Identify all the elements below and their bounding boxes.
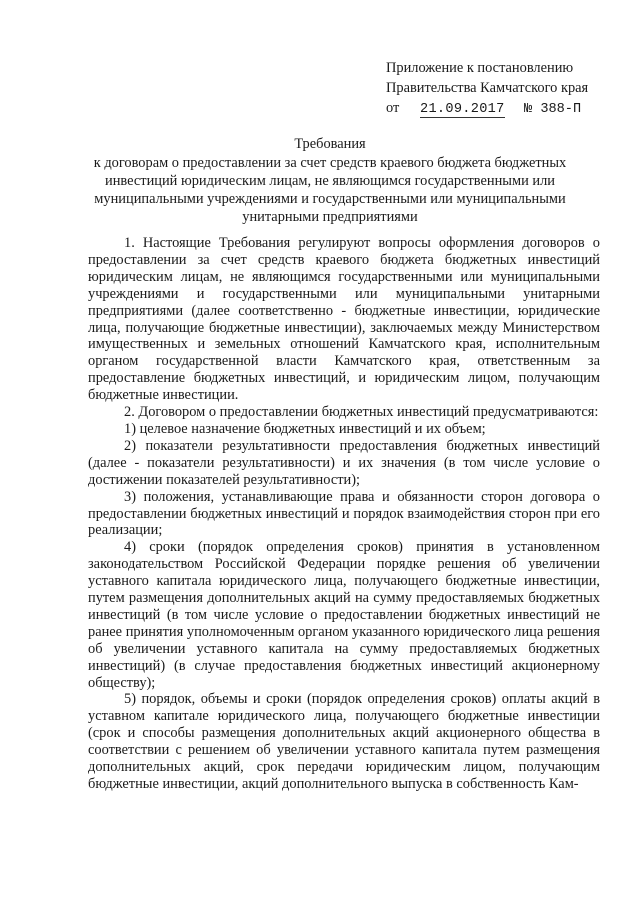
document-number: № 388-П <box>524 102 582 117</box>
paragraph: 5) порядок, объемы и сроки (порядок определения сроков) оплаты акций в уставном капитале юридического лица, получающего бюджетные инвестиции (срок и способы размещения дополнительных акций акционерного общества в соответствии с решением об увеличении уставного капитала путем размещения дополнительных акций, срок передачи юридическим лицом, получающим бюджетные инвестиции, акций дополнительного выпуска в собственность Кам- <box>88 691 600 792</box>
paragraph: 1) целевое назначение бюджетных инвестиций и их объем; <box>124 420 486 437</box>
title-heading: Требования <box>294 136 366 152</box>
appendix-block <box>386 58 616 120</box>
document-date: 21.09.2017 <box>420 102 505 117</box>
document-body <box>88 235 600 793</box>
document-title <box>60 135 600 226</box>
paragraph: 2) показатели результативности предоставления бюджетных инвестиций (далее - показатели результативности) и их значения (в том числе условие о достижении показателей результативности); <box>88 437 600 488</box>
appendix-line-2: Правительства Камчатского края <box>386 80 589 96</box>
paragraph: 4) сроки (порядок определения сроков) принятия в установленном законодательством Российской Федерации порядке решения об увеличении уставного капитала юридического лица, получающего бюджетные инвестиции, путем размещения дополнительных акций на сумму предоставляемых бюджетных инвестиций (в том числе условие о предоставлении бюджетных инвестиций не ранее принятия уполномоченным органом указанного юридического лица решения об увеличении уставного капитала на сумму предоставляемых бюджетных инвестиций) (в случае предоставления бюджетных инвестиций акционерному обществу); <box>88 539 600 691</box>
paragraph: 2. Договором о предоставлении бюджетных инвестиций предусматриваются: <box>124 404 599 421</box>
paragraph: 1. Настоящие Требования регулируют вопросы оформления договоров о предоставлении за счет средств краевого бюджета бюджетных инвестиций юридическим лицам, не являющимся государственными или муниципальными учреждениями и государственными или муниципальными унитарными предприятиями (далее соответственно - бюджетные инвестиции, юридические лица, получающие бюджетные инвестиции), заключаемых между Министерством имущественных и земельных отношений Камчатского края, исполнительным органом государственной власти Камчатского края, ответственным за предоставление бюджетных инвестиций, и юридическим лицом, получающим бюджетные инвестиции. <box>88 235 600 404</box>
title-subtitle: к договорам о предоставлении за счет средств краевого бюджета бюджетных инвестиций юридическим лицам, не являющимся государственными или муниципальными учреждениями и государственными или муниципальными унитарными предприятиями <box>93 155 567 225</box>
paragraph: 3) положения, устанавливающие права и обязанности сторон договора о предоставлении бюджетных инвестиций и порядок взаимодействия сторон при его реализации; <box>88 488 600 539</box>
appendix-date-row <box>386 98 616 120</box>
appendix-line-1: Приложение к постановлению <box>386 60 574 76</box>
date-prefix: от <box>386 100 400 116</box>
